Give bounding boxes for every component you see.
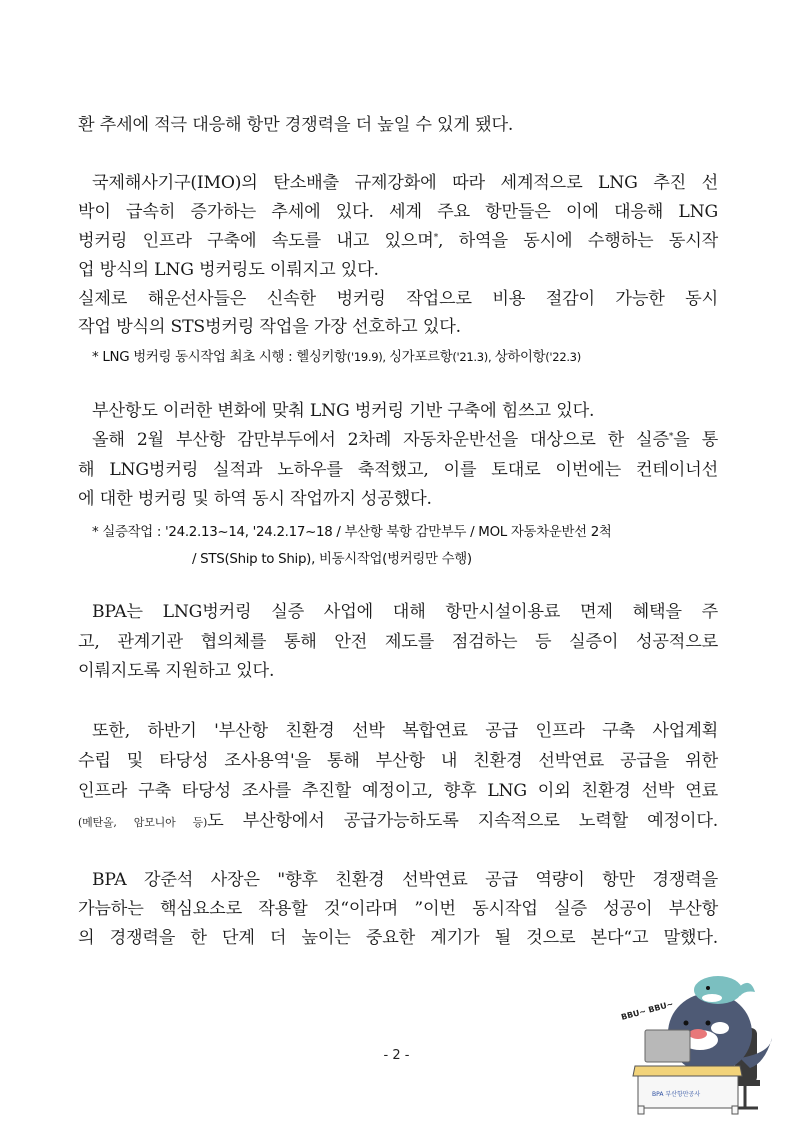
- paragraph-imo-line-3: [78, 230, 718, 252]
- port-date: ('21.3),: [452, 350, 495, 364]
- paragraph-imo-line-6: 작업 방식의 STS벙커링 작업을 가장 선호하고 있다.: [78, 317, 461, 337]
- paragraph-bpa-line-1: BPA는 LNG벙커링 실증 사업에 대해 항만시설이용료 면제 혜택을 주: [92, 602, 718, 622]
- paragraph-imo-line-2: 박이 급속히 증가하는 추세에 있다. 세계 주요 항만들은 이에 대응해 LNG: [78, 202, 718, 222]
- paragraph-quote-line-2: 가늠하는 핵심요소로 작용할 것“이라며 ”이번 동시작업 실증 성공이 부산항: [78, 899, 718, 919]
- footnote-marker: *: [433, 233, 439, 243]
- paragraph-imo-line-5: 실제로 해운선사들은 신속한 벙커링 작업으로 비용 절감이 가능한 동시: [78, 289, 718, 309]
- footnote-lead: * LNG 벙커링 동시작업 최초 시행 :: [92, 350, 297, 365]
- paragraph-busan-line-2: [92, 429, 718, 451]
- page-number: - 2 -: [383, 1048, 410, 1063]
- text-segment: 도 부산항에서 공급가능하도록 지속적으로 노력할 예정이다.: [207, 811, 718, 831]
- paragraph-bpa-line-3: 이뤄지도록 지원하고 있다.: [78, 661, 275, 681]
- port-name: 상하이항: [494, 350, 546, 365]
- footnote-pilot-line-2: / STS(Ship to Ship), 비동시작업(벙커링만 수행): [192, 552, 472, 567]
- desk-label: BPA 부산항만공사: [652, 1091, 701, 1098]
- text-segment: 벙커링 인프라 구축에 속도를 내고 있으며: [78, 231, 434, 251]
- port-name: 싱가포르항: [389, 350, 453, 365]
- paragraph-plan-line-3: 인프라 구축 타당성 조사를 추진할 예정이고, 향후 LNG 이외 친환경 선박 연료: [78, 781, 718, 801]
- paragraph-quote-line-1: BPA 강준석 사장은 "향후 친환경 선박연료 공급 역량이 항만 경쟁력을: [92, 870, 718, 890]
- paragraph-busan-line-1: 부산항도 이러한 변화에 맞춰 LNG 벙커링 기반 구축에 힘쓰고 있다.: [92, 401, 595, 421]
- footnote-pilot-line-1: * 실증작업 : '24.2.13~14, '24.2.17~18 / 부산항 북항 감만부두 / MOL 자동차운반선 2척: [92, 525, 612, 540]
- paragraph-imo-line-1: 국제해사기구(IMO)의 탄소배출 규제강화에 따라 세계적으로 LNG 추진 선: [92, 173, 718, 193]
- footnote-lng-bunkering: [92, 347, 581, 368]
- paragraph-bpa-line-2: 고, 관계기관 협의체를 통해 안전 제도를 점검하는 등 실증이 성공적으로: [78, 632, 718, 652]
- paragraph-plan-line-2: 수립 및 타당성 조사용역'을 통해 부산항 내 친환경 선박연료 공급을 위한: [78, 751, 718, 771]
- paragraph-busan-line-4: 에 대한 벙커링 및 하역 동시 작업까지 성공했다.: [78, 489, 432, 509]
- port-date: ('22.3): [545, 350, 581, 364]
- paragraph-plan-line-1: 또한, 하반기 '부산항 친환경 선박 복합연료 공급 인프라 구축 사업계획: [92, 721, 718, 741]
- mascot-illustration: [600, 968, 790, 1118]
- paragraph-busan-line-3: 해 LNG벙커링 실적과 노하우를 축적했고, 이를 토대로 이번에는 컨테이너선: [78, 460, 718, 480]
- intro-line: 환 추세에 적극 대응해 항만 경쟁력을 더 높일 수 있게 됐다.: [78, 115, 514, 135]
- port-name: 헬싱키항: [296, 350, 347, 365]
- text-segment-small: (메탄올, 암모니아 등): [78, 816, 208, 829]
- port-date: ('19.9),: [346, 350, 390, 364]
- text-segment: 을 통: [673, 430, 718, 450]
- paragraph-plan-line-4: [78, 810, 718, 834]
- footnote-marker: *: [668, 432, 674, 442]
- paragraph-quote-line-3: 의 경쟁력을 한 단계 더 높이는 중요한 계기가 될 것으로 본다“고 말했다.: [78, 928, 718, 948]
- text-segment: 올해 2월 부산항 감만부두에서 2차례 자동차운반선을 대상으로 한 실증: [92, 430, 669, 450]
- mascot-speech: BBU~ BBU~: [620, 999, 675, 1022]
- text-segment: , 하역을 동시에 수행하는 동시작: [438, 231, 718, 251]
- paragraph-imo-line-4: 업 방식의 LNG 벙커링도 이뤄지고 있다.: [78, 260, 379, 280]
